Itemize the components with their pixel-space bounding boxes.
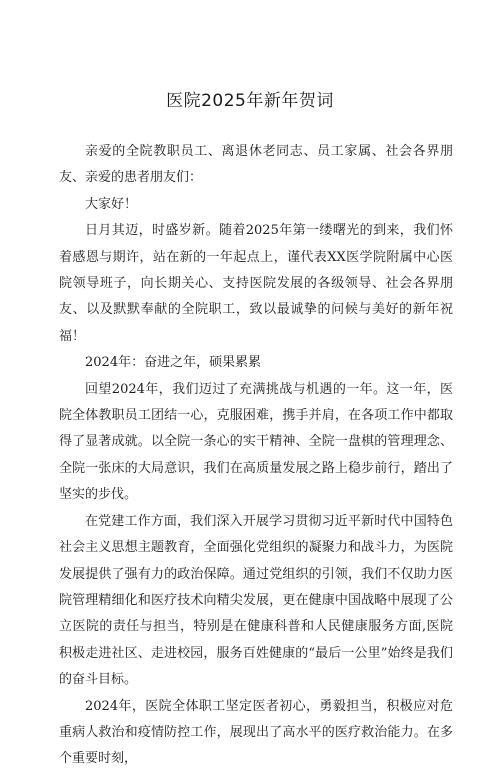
- greeting-paragraph: 亲爱的全院教职员工、离退休老同志、员工家属、社会各界朋友、亲爱的患者朋友们：: [59, 144, 453, 186]
- section-heading-2024: 2024年：奋进之年，硕果累累: [85, 355, 262, 371]
- hello-paragraph: 大家好！: [85, 196, 138, 212]
- party-building-paragraph: 在党建工作方面，我们深入开展学习贯彻习近平新时代中国特色社会主义思想主题教育，全面强化党组织的凝聚力和战斗力，为医院发展提供了强有力的政治保障。通过党组织的引领，我们不仅助力医院管理精细化和医疗技术向精尖发展，更在健康中国战略中展现了公立医院的责任与担当，特别是在健康科普和人民健康服务方面,医院积极走进社区、走进校园，服务百姓健康的“最后一公里”始终是我们的奋斗目标。: [59, 513, 453, 688]
- opening-paragraph: 日月其迈，时盛岁新。随着2025年第一缕曙光的到来，我们怀着感恩与期许，站在新的一年起点上，谨代表XX医学院附属中心医院领导班子，向长期关心、支持医院发展的各级领导、社会各界朋友、以及默默奉献的全院职工，致以最诚挚的问候与美好的新年祝福！: [59, 223, 453, 344]
- review-paragraph: 回望2024年，我们迈过了充满挑战与机遇的一年。这一年，医院全体教职员工团结一心，克服困难，携手并肩，在各项工作中都取得了显著成就。以全院一条心的实干精神、全院一盘棋的管理理念、全院一张床的大局意识，我们在高质量发展之路上稳步前行，踏出了坚实的步伐。: [59, 381, 453, 503]
- document-body: [59, 139, 453, 773]
- document-title: 医院2025年新年贺词: [166, 91, 334, 111]
- medical-work-paragraph: 2024年，医院全体职工坚定医者初心，勇毅担当，积极应对危重病人救治和疫情防控工作，展现出了高水平的医疗救治能力。在多个重要时刻，: [59, 698, 453, 767]
